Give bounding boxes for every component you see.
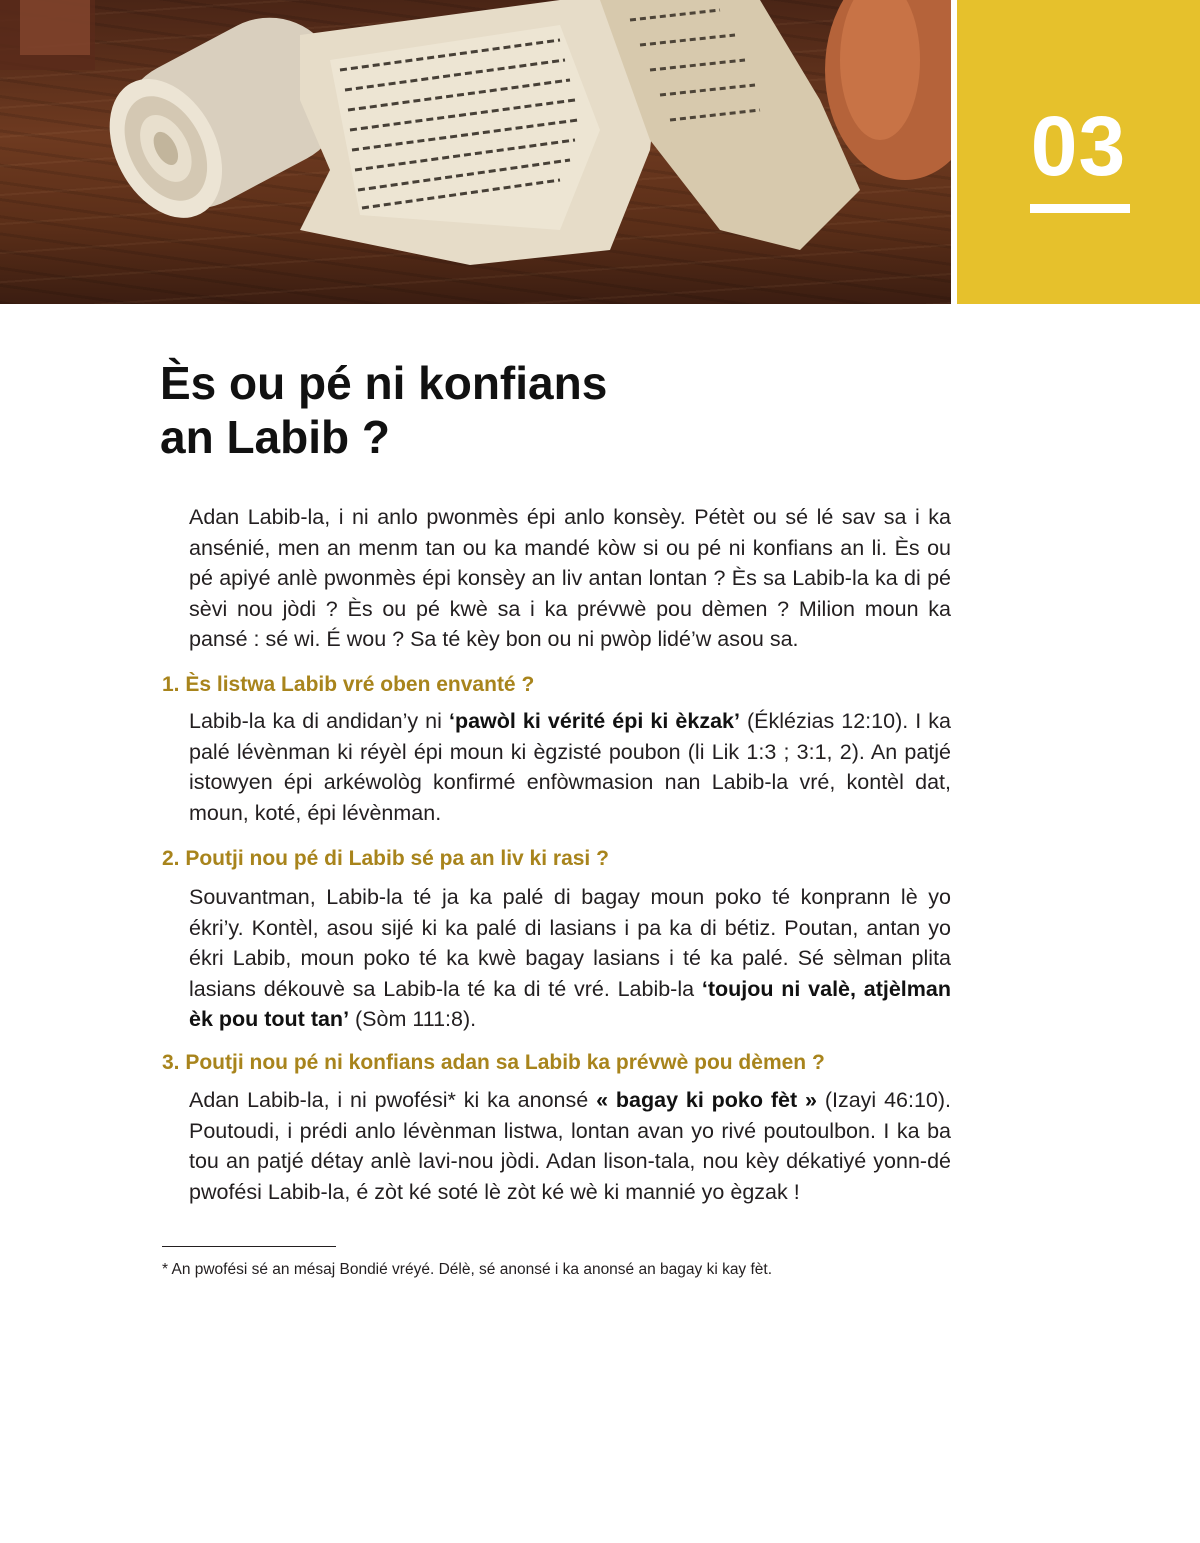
question-3-heading: 3. Poutji nou pé ni konfians adan sa Labib ka prévwè pou dèmen ?: [162, 1051, 825, 1074]
answer-1-quote: ‘pawòl ki vérité épi ki èkzak’: [448, 709, 740, 733]
answer-3-paragraph: [189, 1085, 951, 1207]
answer-3-text-end: (Izayi 46:10). Poutoudi, i prédi anlo lévènman listwa, lontan avan yo rivé poutoulbon. I ka ba tou an patjé détay anlè lavi-nou jòdi. Adan lison-tala, nou kèy dékatiyé yonn-dé pwofési Labib-la, é zòt ké soté lè zòt ké wè ki mannié yo ègzak !: [189, 1088, 951, 1204]
scroll-photo-icon: [0, 0, 951, 304]
intro-paragraph: Adan Labib-la, i ni anlo pwonmès épi anlo konsèy. Pétèt ou sé lé sav sa i ka ansénié, men an menm tan ou ka mandé kòw si ou pé ni konfians an li. Ès ou pé apiyé anlè pwonmès épi konsèy an liv antan lontan ? Ès sa Labib-la ka di pé sèvi nou jòdi ? Ès ou pé kwè sa i ka prévwè pou dèmen ? Milion moun ka pansé : sé wi. É wou ? Sa té kèy bon ou ni pwòp lidé’w asou sa.: [189, 505, 951, 651]
lesson-number-underline: [1030, 204, 1130, 213]
lesson-number: 03: [1030, 99, 1127, 193]
footnote-divider: [162, 1246, 336, 1247]
answer-1-text-end: (Éklézias 12:10). I ka palé lévènman ki réyèl épi moun ki ègzisté poubon (li Lik 1:3 ; 3:1, 2). An patjé istowyen épi arkéwològ konfirmé enfòwmasion nan Labib-la vré, kontèl dat, moun, koté, épi lévènman.: [189, 709, 951, 825]
page-title: [160, 356, 960, 464]
lesson-header: [0, 0, 1200, 304]
answer-1-text: Labib-la ka di andidan’y ni: [189, 709, 449, 733]
footnote: * An pwofési sé an mésaj Bondié vréyé. Délè, sé anonsé i ka anonsé an bagay ki kay fèt.: [162, 1261, 773, 1278]
page-title-line-2: an Labib ?: [160, 411, 390, 463]
answer-3-quote: « bagay ki poko fèt »: [596, 1088, 817, 1112]
answer-1-paragraph: [189, 706, 951, 828]
answer-2-text: Souvantman, Labib-la té ja ka palé di bagay moun poko té konprann lè yo ékri’y. Kontèl, asou sijé ki ka palé di lasians i pa ka di bétiz. Poutan, antan yo ékri Labib, moun poko té ka kwè bagay lasians i té ka palé. Sé sèlman plita lasians dékouvè sa Labib-la té ka di té vré. Labib-la: [189, 885, 951, 1001]
lesson-number-block: [957, 0, 1200, 304]
answer-2-text-end: (Sòm 111:8).: [349, 1007, 477, 1031]
question-1-heading: 1. Ès listwa Labib vré oben envanté ?: [162, 673, 535, 696]
answer-3-text: Adan Labib-la, i ni pwofési* ki ka anonsé: [189, 1088, 597, 1112]
answer-2-quote: ‘toujou ni valè, atjèlman èk pou tout tan’: [189, 976, 951, 1031]
question-2-heading: 2. Poutji nou pé di Labib sé pa an liv ki rasi ?: [162, 847, 609, 870]
header-photo: [0, 0, 951, 304]
answer-2-paragraph: [189, 882, 951, 1035]
page-title-line-1: Ès ou pé ni konfians: [160, 357, 608, 409]
